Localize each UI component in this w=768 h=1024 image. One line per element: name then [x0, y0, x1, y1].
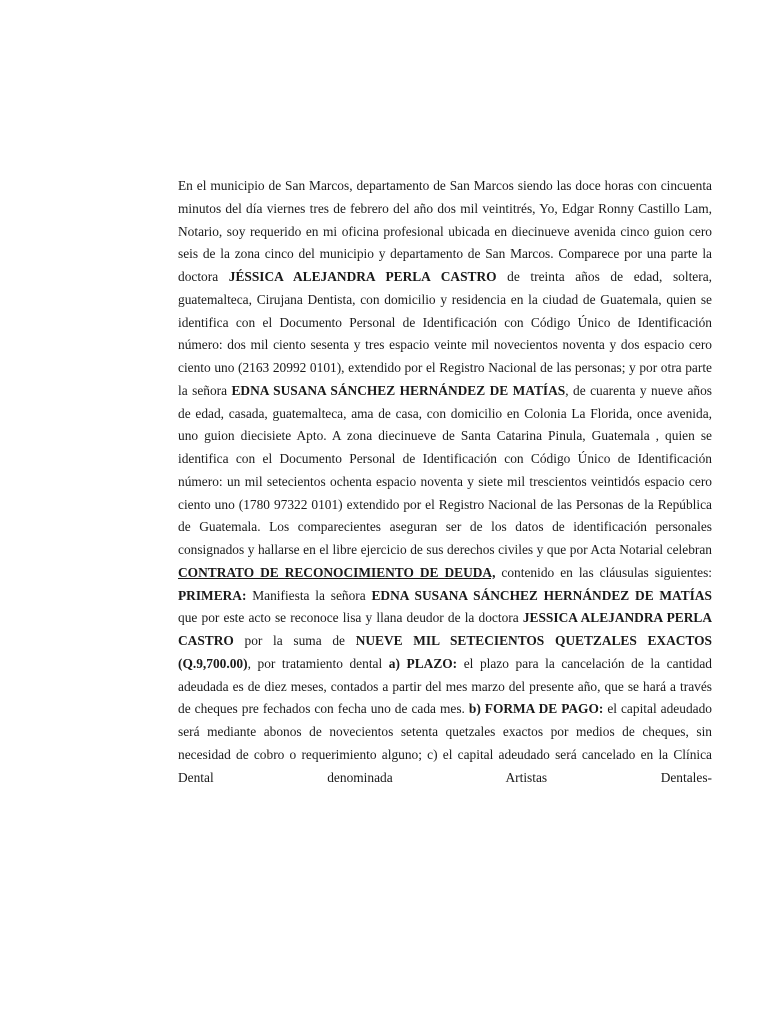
- creditor-name: JÉSSICA ALEJANDRA PERLA CASTRO: [228, 269, 497, 284]
- debt-amount: NUEVE MIL SETECIENTOS QUETZALES EXACTOS (Q.9,700.00): [178, 633, 712, 671]
- acknowledgement-text: que por este acto se reconoce lisa y llana deudor de la doctora: [178, 610, 523, 626]
- creditor-name-repeat: JESSICA ALEJANDRA PERLA CASTRO: [178, 610, 713, 648]
- clause-first-heading: PRIMERA:: [178, 587, 247, 603]
- payment-heading: b) FORMA DE PAGO:: [468, 701, 604, 717]
- contract-paragraph: [178, 175, 712, 789]
- debtor-name-repeat: EDNA SUSANA SÁNCHEZ HERNÁNDEZ DE MATÍAS: [371, 587, 712, 603]
- debtor-details-text: , de cuarenta y nueve años de edad, casada, guatemalteca, ama de casa, con domicilio en Colonia La Florida, once avenida, uno guion diecisiete Apto. A zona diecinueve de Santa Catarina Pinula, Guatemala , quien se identifica con el Documento Personal de Identificación con Código Único de Identificación número: un mil setecientos ochenta espacio noventa y siete mil trescientos veintidós espacio cero ciento uno (1780 97322 0101) extendido por el Registro Nacional de las Personas de la República de Guatemala. Los comparecientes aseguran ser de los datos de identificación personales consignados y hallarse en el libre ejercicio de sus derechos civiles y que por Acta Notarial celebran: [178, 382, 712, 557]
- contract-title: CONTRATO DE RECONOCIMIENTO DE DEUDA,: [178, 564, 496, 580]
- term-heading: a) PLAZO:: [388, 655, 458, 671]
- term-text: el plazo para la cancelación de la cantidad adeudada es de diez meses, contados a partir del mes marzo del presente año, que se hará a través de cheques pre fechados con fecha uno de cada mes.: [178, 655, 712, 717]
- clause-first-text: Manifiesta la señora: [246, 587, 372, 603]
- debtor-name: EDNA SUSANA SÁNCHEZ HERNÁNDEZ DE MATÍAS: [231, 382, 566, 398]
- treatment-text: , por tratamiento dental: [247, 655, 389, 671]
- amount-intro-text: por la suma de: [233, 633, 356, 648]
- payment-text: el capital adeudado será mediante abonos de novecientos setenta quetzales exactos por medios de cheques, sin necesidad de cobro o requerimiento alguno; c) el capital adeudado será cancelado en la Clínica Dental denominada Artistas Dentales-: [178, 701, 712, 785]
- creditor-details-text: de treinta años de edad, soltera, guatemalteca, Cirujana Dentista, con domicilio y residencia en la ciudad de Guatemala, quien se identifica con el Documento Personal de Identificación con Código Único de Identificación número: dos mil ciento sesenta y tres espacio veinte mil novecientos noventa y dos espacio cero ciento uno (2163 20992 0101), extendido por el Registro Nacional de las personas; y por otra parte la señora: [178, 269, 712, 398]
- intro-text: En el municipio de San Marcos, departamento de San Marcos siendo las doce horas con cincuenta minutos del día viernes tres de febrero del año dos mil veintitrés, Yo, Edgar Ronny Castillo Lam, Notario, soy requerido en mi oficina profesional ubicada en diecinueve avenida cinco guion cero seis de la zona cinco del municipio y departamento de San Marcos. Comparece por una parte la doctora: [178, 178, 712, 284]
- clauses-intro-text: contenido en las cláusulas siguientes:: [495, 564, 713, 580]
